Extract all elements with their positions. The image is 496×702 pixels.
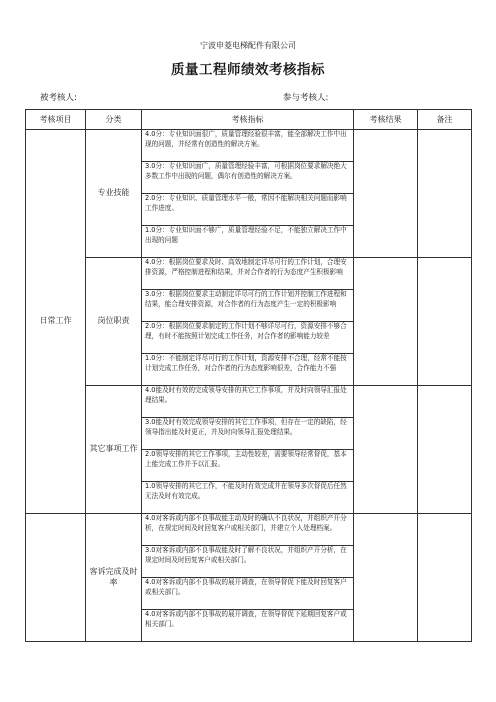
category-cell: 客诉完成及时率	[86, 514, 142, 642]
project-cell-empty	[26, 514, 86, 642]
table-header-row	[26, 110, 472, 130]
remarks-cell[interactable]	[418, 130, 472, 258]
criteria-cell: 3.0分：专业知识面广，质量管理经验丰富，可根据岗位要求解决绝大多数工作中出现的问题，偶尔有创造性的解决方案。	[142, 162, 354, 194]
result-cell[interactable]	[354, 258, 418, 386]
result-cell[interactable]	[354, 386, 418, 514]
header-result: 考核结果	[354, 110, 418, 130]
table-row	[26, 386, 472, 418]
header-project: 考核项目	[26, 110, 86, 130]
remarks-cell[interactable]	[418, 386, 472, 514]
company-name: 宁波申菱电梯配件有限公司	[200, 41, 296, 50]
criteria-cell: 2.0领导安排的其它工作事项，主动性较差，需要领导经常督促，基本上能完成工作并予以汇报。	[142, 450, 354, 482]
criteria-cell: 3.0对客诉或内部不良事故能及时了解不良状况，并组织产开分析，在规定时间及时回复客户或相关部门。	[142, 546, 354, 578]
remarks-cell[interactable]	[418, 258, 472, 386]
table-row	[26, 258, 472, 290]
criteria-cell: 1.0领导安排的其它工作，不能及时有效完成并在领导多次督促后任然无法及时有效完成。	[142, 482, 354, 514]
criteria-cell: 4.0分：专业知识面很广，质量管理经验很丰富，能全部解决工作中出现的问题，并经常有创造性的解决方案。	[142, 130, 354, 162]
category-cell: 其它事项工作	[86, 386, 142, 514]
criteria-cell: 3.0分：根据岗位要求主动制定详尽可行的工作计划并控制工作进程和结果，能合理安排资源，对合作者的行为态度产生一定的积极影响	[142, 290, 354, 322]
criteria-cell: 1.0分：不能制定详尽可行的工作计划，资源安排不合理，经常不能按计划完成工作任务，对合作者的行为态度影响很差，合作能力不强	[142, 354, 354, 386]
participant-label: 参与考核人:	[283, 93, 329, 103]
remarks-cell[interactable]	[418, 514, 472, 642]
criteria-cell: 4.0对客诉或内部不良事故的展开调查，在领导督促下延期回复客户或相关部门。	[142, 610, 354, 642]
result-cell[interactable]	[354, 130, 418, 258]
category-cell: 专业技能	[86, 130, 142, 258]
header-category: 分类	[86, 110, 142, 130]
header-criteria: 考核指标	[142, 110, 354, 130]
page-title: 质量工程师绩效考核指标	[171, 62, 325, 78]
kpi-table	[25, 109, 472, 642]
category-cell: 岗位职责	[86, 258, 142, 386]
table-row	[26, 514, 472, 546]
criteria-cell: 2.0分：专业知识、质量管理水平一般，常因不能解决相关问题而影响工作进度。	[142, 194, 354, 226]
result-cell[interactable]	[354, 514, 418, 642]
header-remarks: 备注	[418, 110, 472, 130]
criteria-cell: 4.0对客诉或内部不良事故能主动及时的确认不良状况，并组织产开分析，在规定时间及时回复客户或相关部门，并建立个人处理档案。	[142, 514, 354, 546]
criteria-cell: 1.0分：专业知识面不够广，质量管理经验不足，不能独立解决工作中出现的问题	[142, 226, 354, 258]
project-cell: 日常工作	[26, 130, 86, 514]
table-row	[26, 130, 472, 162]
criteria-cell: 4.0能及时有效的完成领导安排的其它工作事项，并及时向领导汇报处理结果。	[142, 386, 354, 418]
criteria-cell: 2.0分：根据岗位要求制定的工作计划不够详尽可行，资源安排不够合理，有时不能按照计划完成工作任务，对合作者的影响能力较差	[142, 322, 354, 354]
assessee-label: 被考核人:	[40, 93, 77, 103]
criteria-cell: 4.0对客诉或内部不良事故的展开调查，在领导督促下能及时回复客户或相关部门。	[142, 578, 354, 610]
criteria-cell: 4.0分：根据岗位要求及时、高效地制定详尽可行的工作计划，合理安排资源，严格控制进程和结果，并对合作者的行为态度产生积极影响	[142, 258, 354, 290]
criteria-cell: 3.0能及时有效完成领导安排的其它工作事项，但存在一定的缺陷，经领导指出能及时更正，并及时向领导汇报处理结果。	[142, 418, 354, 450]
